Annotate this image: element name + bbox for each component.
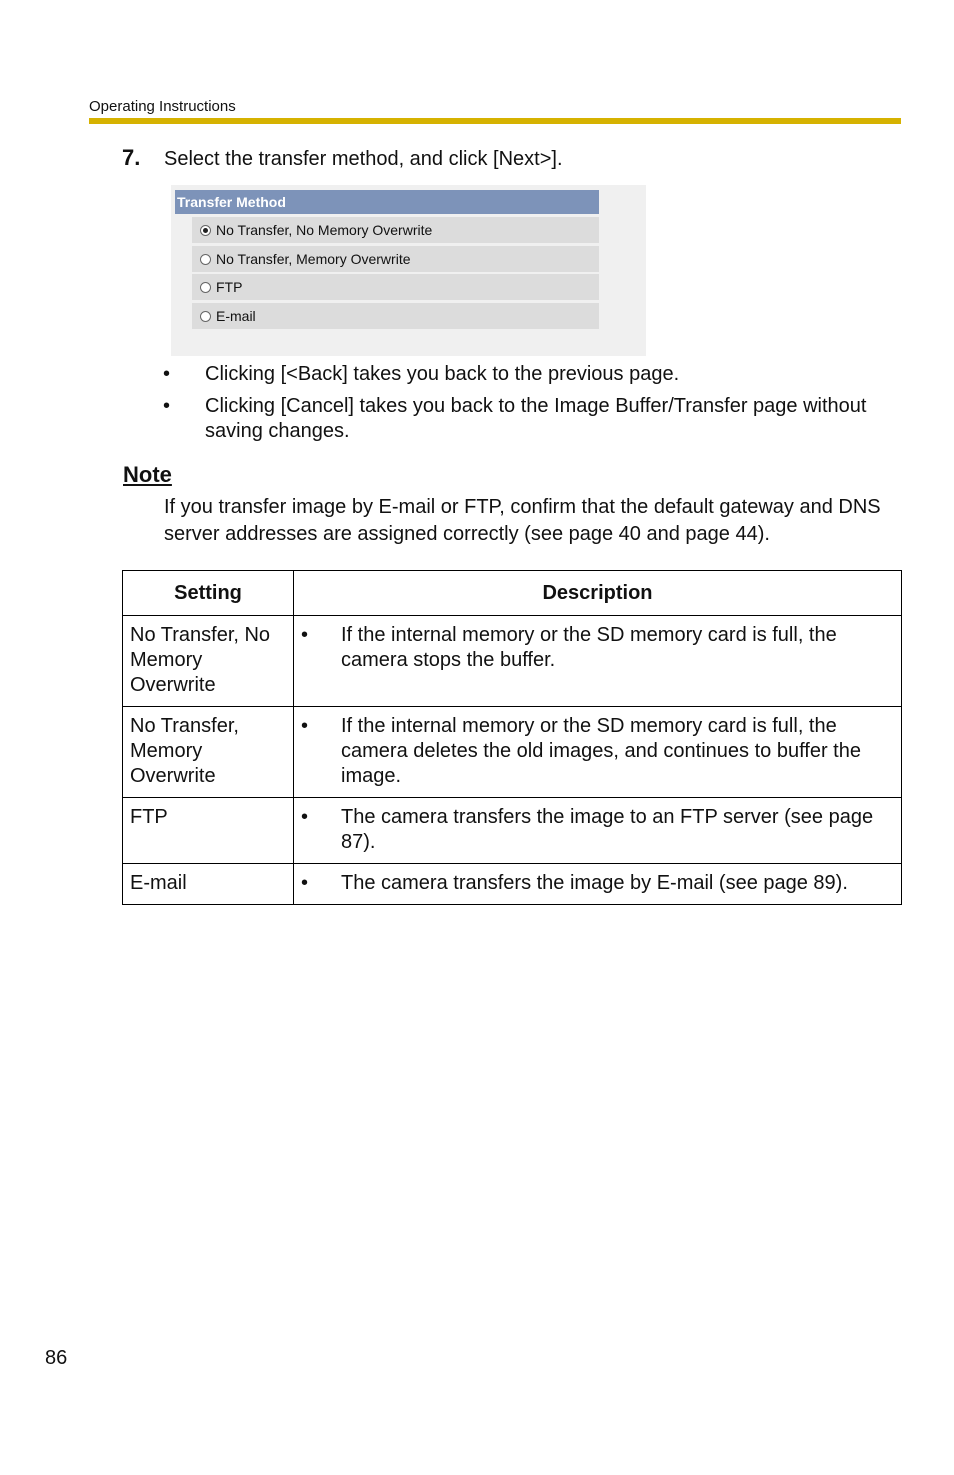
transfer-method-panel <box>171 185 646 356</box>
bullet-icon: • <box>301 715 309 737</box>
radio-selected-icon[interactable] <box>200 225 211 236</box>
header-setting: Setting <box>123 571 294 616</box>
description-text: If the internal memory or the SD memory card is full, the camera deletes the old images, and continues to buffer the image. <box>341 715 861 787</box>
table-row <box>123 864 902 905</box>
description-cell <box>294 864 902 905</box>
table-row <box>123 616 902 707</box>
bullet-list <box>160 362 905 451</box>
bullet-icon: • <box>301 806 309 828</box>
description-cell <box>294 707 902 798</box>
description-text: The camera transfers the image to an FTP server (see page 87). <box>341 806 874 853</box>
description-cell <box>294 798 902 864</box>
page-number: 86 <box>45 1347 68 1369</box>
header-rule <box>89 118 901 124</box>
option-label: E-mail <box>216 308 256 324</box>
setting-cell: No Transfer, No Memory Overwrite <box>123 616 294 707</box>
option-label: No Transfer, Memory Overwrite <box>216 251 411 267</box>
header-description: Description <box>294 571 902 616</box>
radio-icon[interactable] <box>200 254 211 265</box>
setting-cell: FTP <box>123 798 294 864</box>
option-label: FTP <box>216 279 243 295</box>
setting-cell: E-mail <box>123 864 294 905</box>
table-row <box>123 707 902 798</box>
running-header: Operating Instructions <box>89 98 236 115</box>
step-instruction: Select the transfer method, and click [Next>]. <box>164 148 563 170</box>
option-no-transfer-overwrite[interactable] <box>192 246 599 272</box>
bullet-icon: • <box>163 363 171 385</box>
radio-icon[interactable] <box>200 311 211 322</box>
bullet-text: Clicking [Cancel] takes you back to the Image Buffer/Transfer page without saving changes. <box>205 395 867 442</box>
option-ftp[interactable] <box>192 274 599 300</box>
bullet-item <box>160 362 905 387</box>
bullet-icon: • <box>301 872 309 894</box>
bullet-icon: • <box>301 624 309 646</box>
option-label: No Transfer, No Memory Overwrite <box>216 222 433 238</box>
description-text: The camera transfers the image by E-mail (see page 89). <box>341 872 848 894</box>
step-number: 7. <box>122 145 141 170</box>
table-row <box>123 798 902 864</box>
bullet-item <box>160 394 905 444</box>
description-text: If the internal memory or the SD memory card is full, the camera stops the buffer. <box>341 624 837 671</box>
option-no-transfer-no-overwrite[interactable] <box>192 217 599 243</box>
table-header-row <box>123 571 902 616</box>
option-email[interactable] <box>192 303 599 329</box>
bullet-text: Clicking [<Back] takes you back to the previous page. <box>205 363 680 385</box>
bullet-icon: • <box>163 395 171 417</box>
setting-cell: No Transfer, Memory Overwrite <box>123 707 294 798</box>
note-heading: Note <box>123 462 172 487</box>
radio-icon[interactable] <box>200 282 211 293</box>
note-text: If you transfer image by E-mail or FTP, confirm that the default gateway and DNS server addresses are assigned correctly (see page 40 and page 44). <box>164 496 881 545</box>
transfer-method-title: Transfer Method <box>175 190 599 214</box>
description-cell <box>294 616 902 707</box>
settings-table <box>122 570 902 905</box>
